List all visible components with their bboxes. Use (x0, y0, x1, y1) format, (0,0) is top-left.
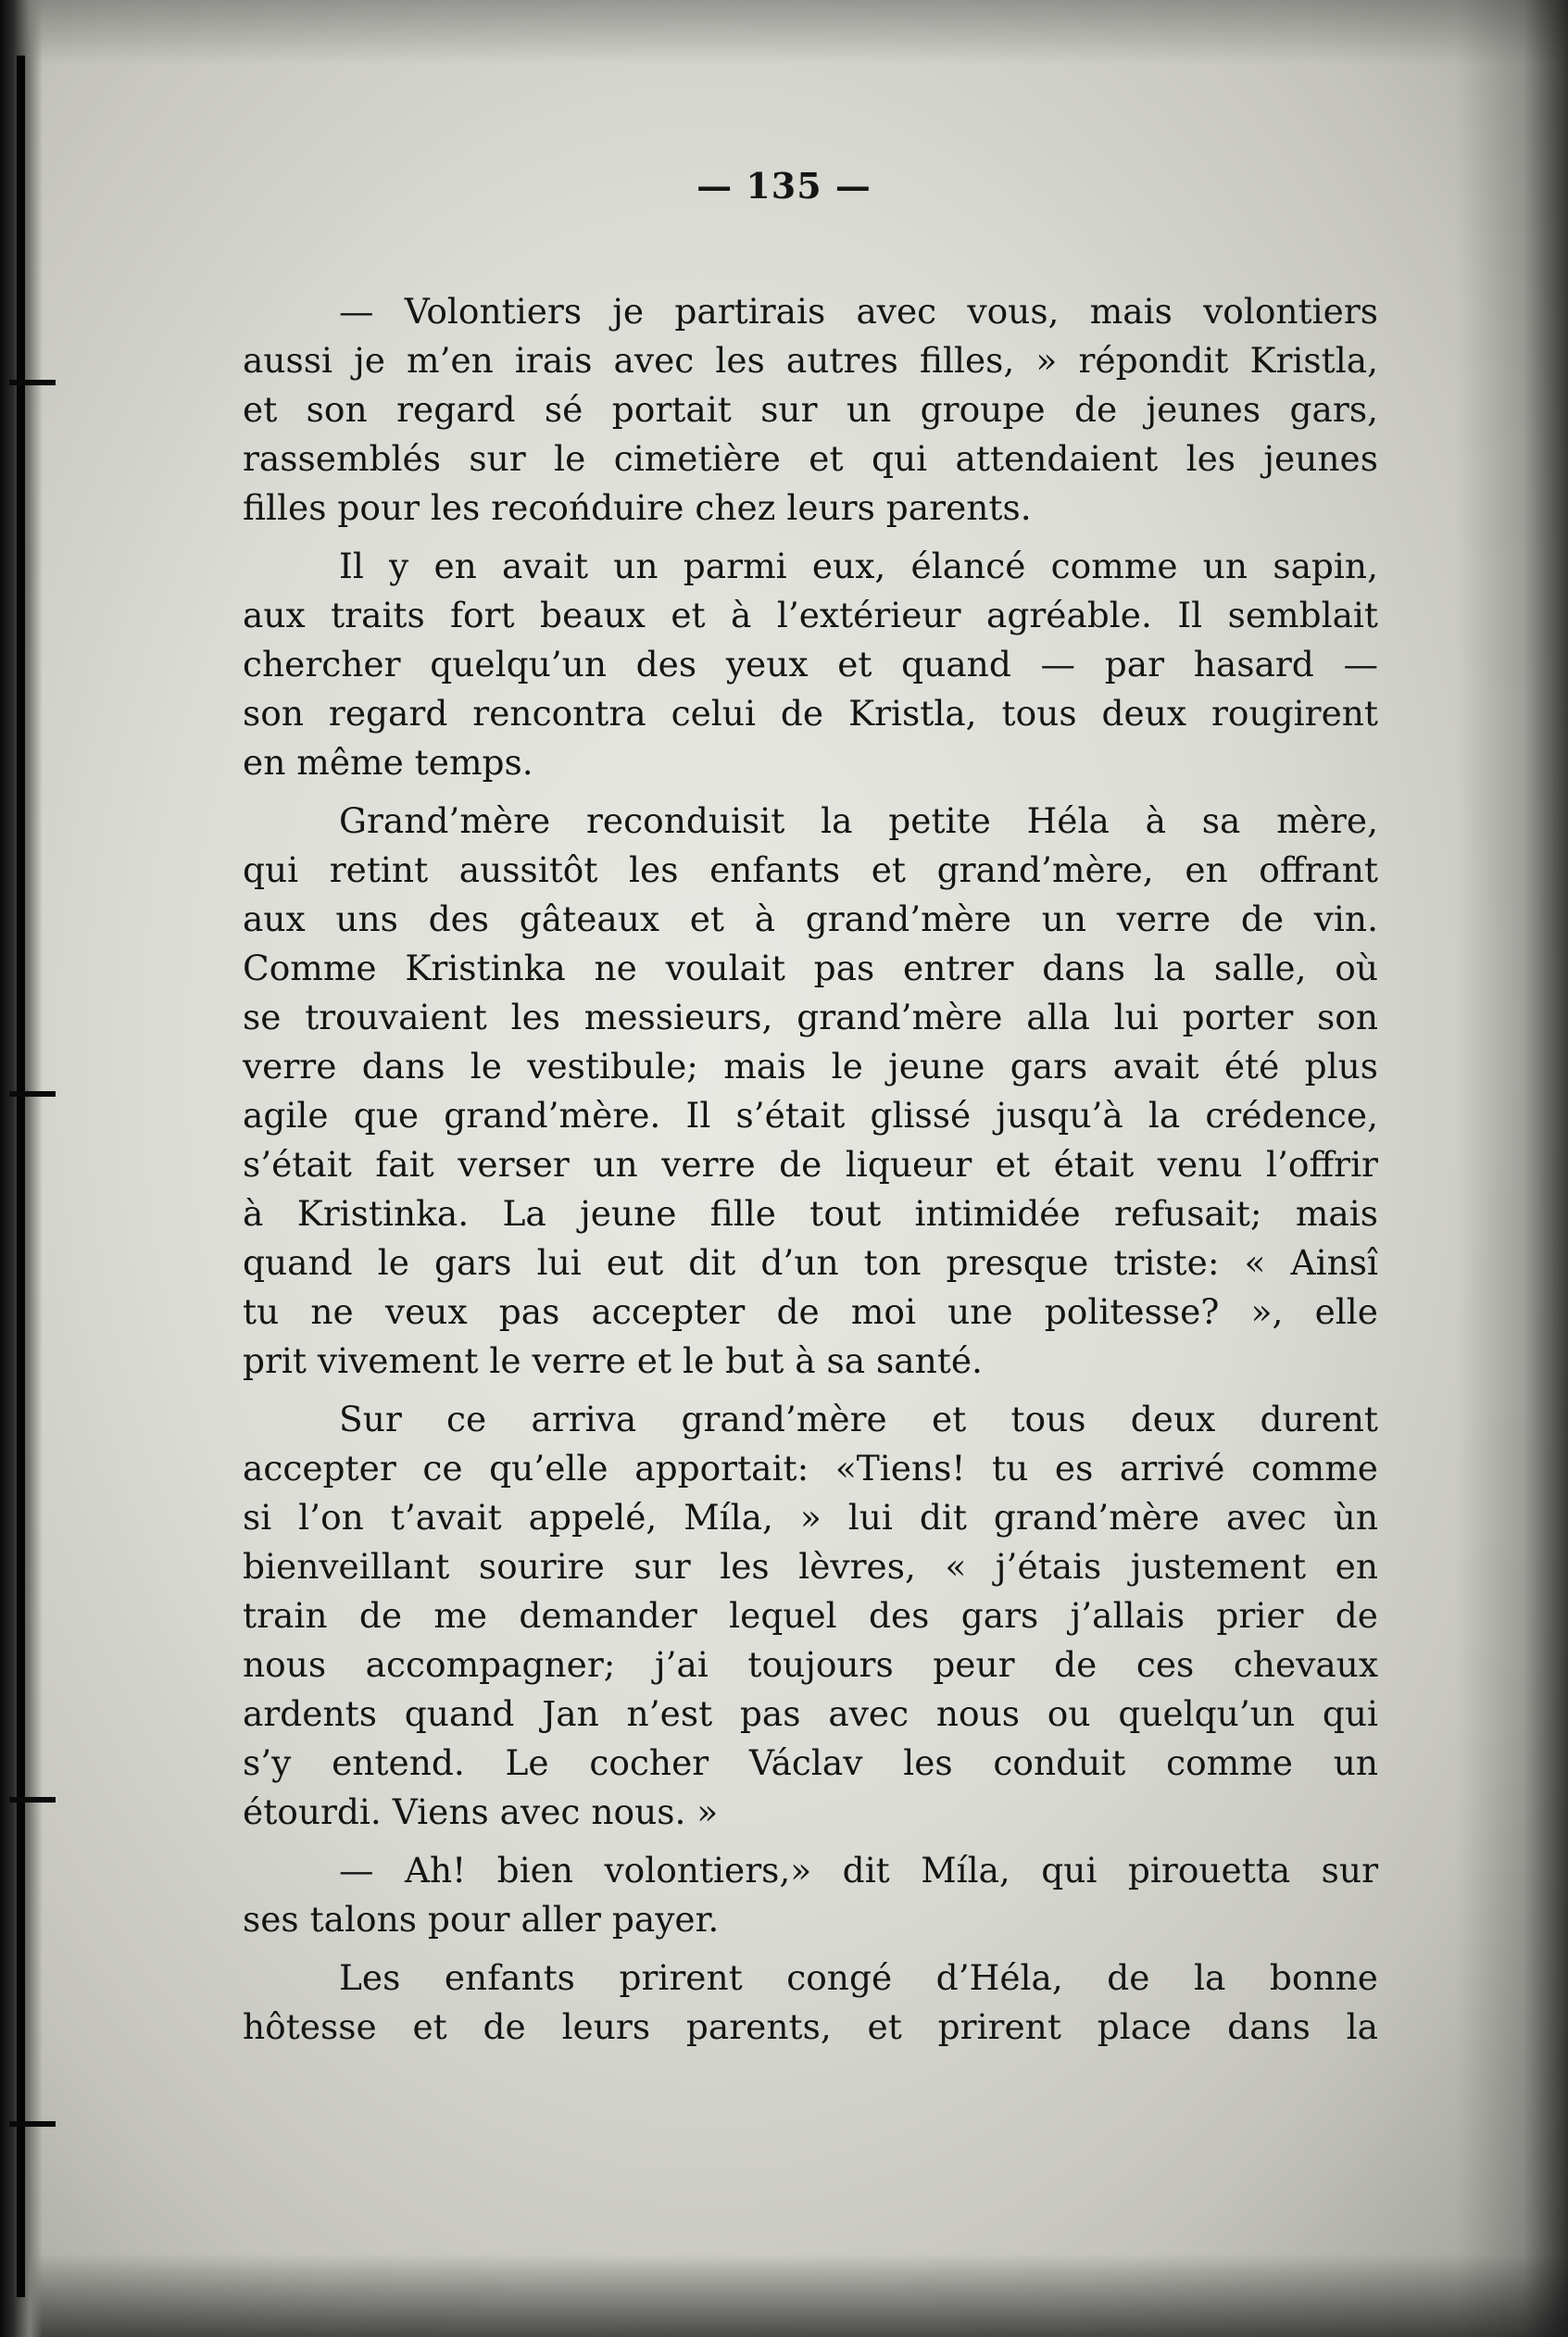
text-line: rassemblés sur le cimetière et qui attendaient les jeunes (243, 438, 1378, 479)
paragraph (243, 1954, 1378, 2052)
text-line: nous accompagner; j’ai toujours peur de ces chevaux (243, 1644, 1378, 1685)
text-line: tu ne veux pas accepter de moi une politesse? », elle (243, 1291, 1378, 1332)
text-line: et son regard sé portait sur un groupe de jeunes gars, (243, 389, 1378, 430)
spine-tick (9, 380, 56, 385)
body-text (243, 287, 1378, 2052)
text-line: agile que grand’mère. Il s’était glissé jusqu’à la crédence, (243, 1095, 1378, 1136)
text-line: se trouvaient les messieurs, grand’mère alla lui porter son (243, 997, 1378, 1037)
text-line: Il y en avait un parmi eux, élancé comme un sapin, (339, 546, 1378, 586)
text-line: Les enfants prirent congé d’Héla, de la bonne (339, 1957, 1378, 1998)
text-line: son regard rencontra celui de Kristla, tous deux rougirent (243, 693, 1378, 734)
text-line: accepter ce qu’elle apportait: «Tiens! tu es arrivé comme (243, 1448, 1378, 1489)
text-line: aux uns des gâteaux et à grand’mère un verre de vin. (243, 898, 1378, 939)
spine-tick (9, 1797, 56, 1803)
text-line: hôtesse et de leurs parents, et prirent place dans la (243, 2006, 1378, 2047)
paragraph (243, 1846, 1378, 1944)
spine-tick (9, 1091, 56, 1097)
text-line: en même temps. (243, 742, 533, 783)
page-number: — 135 — (696, 165, 872, 207)
text-line: chercher quelqu’un des yeux et quand — par hasard — (243, 644, 1378, 685)
text-line: s’y entend. Le cocher Václav les conduit comme un (243, 1742, 1378, 1783)
text-line: si l’on t’avait appelé, Míla, » lui dit grand’mère avec ùn (243, 1497, 1378, 1538)
text-line: aux traits fort beaux et à l’extérieur agréable. Il semblait (243, 595, 1378, 635)
text-line: à Kristinka. La jeune fille tout intimidée refusait; mais (243, 1193, 1378, 1234)
text-line: qui retint aussitôt les enfants et grand’mère, en offrant (243, 849, 1378, 890)
text-line: quand le gars lui eut dit d’un ton presque triste: « Ainsî (243, 1242, 1378, 1283)
page-bottom-shadow (0, 2254, 1568, 2337)
text-line: — Ah! bien volontiers,» dit Míla, qui pirouetta sur (339, 1850, 1378, 1891)
text-line: aussi je m’en irais avec les autres filles, » répondit Kristla, (243, 340, 1378, 381)
text-line: verre dans le vestibule; mais le jeune gars avait été plus (243, 1046, 1378, 1087)
text-line: s’était fait verser un verre de liqueur et était venu l’offrir (243, 1144, 1378, 1185)
text-line: Grand’mère reconduisit la petite Héla à sa mère, (339, 800, 1378, 841)
text-line: — Volontiers je partirais avec vous, mais volontiers (339, 291, 1378, 332)
text-line: ardents quand Jan n’est pas avec nous ou quelqu’un qui (243, 1693, 1378, 1734)
paragraph (243, 797, 1378, 1386)
text-line: prit vivement le verre et le but à sa santé. (243, 1340, 983, 1381)
text-line: filles pour les recońduire chez leurs parents. (243, 487, 1032, 528)
text-line: Sur ce arriva grand’mère et tous deux durent (339, 1399, 1378, 1439)
text-line: ses talons pour aller payer. (243, 1899, 720, 1940)
page-right-shadow (1457, 0, 1568, 2337)
text-line: Comme Kristinka ne voulait pas entrer dans la salle, où (243, 948, 1378, 988)
text-line: bienveillant sourire sur les lèvres, « j’étais justement en (243, 1546, 1378, 1587)
spine-edge-line (17, 56, 25, 2297)
paragraph (243, 542, 1378, 787)
spine-tick (9, 2121, 56, 2127)
text-line: train de me demander lequel des gars j’allais prier de (243, 1595, 1378, 1636)
text-line: étourdi. Viens avec nous. » (243, 1791, 719, 1832)
page-top-shadow (0, 0, 1568, 65)
paragraph (243, 1395, 1378, 1837)
paragraph (243, 287, 1378, 533)
